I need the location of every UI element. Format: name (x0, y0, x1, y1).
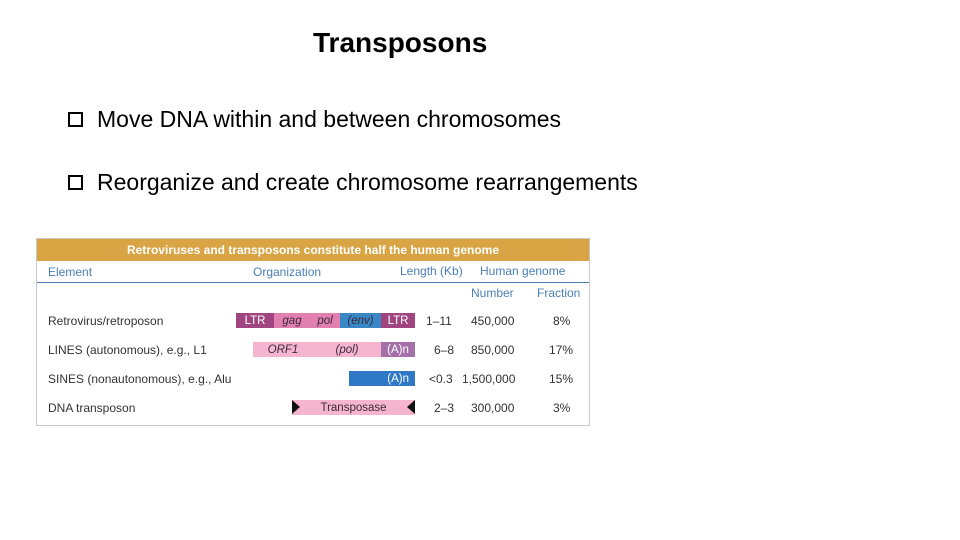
row-element: DNA transposon (48, 401, 136, 415)
ltr-segment: LTR (381, 313, 415, 328)
column-fraction: Fraction (537, 286, 581, 300)
ltr-segment: LTR (236, 313, 274, 328)
row-number: 850,000 (471, 343, 515, 357)
env-segment: (env) (340, 313, 381, 328)
row-length: 1–11 (426, 314, 452, 328)
column-organization: Organization (253, 265, 322, 279)
column-length: Length (Kb) (400, 264, 463, 278)
row-element: SINES (nonautonomous), e.g., Alu (48, 372, 232, 386)
pol-segment: pol (310, 313, 340, 328)
row-fraction: 8% (553, 314, 571, 328)
column-human-genome: Human genome (480, 264, 566, 278)
inverted-repeat-left-icon (292, 400, 300, 414)
poly-a-segment: (A)n (349, 371, 415, 386)
transposase-segment: Transposase (292, 400, 415, 415)
row-length: <0.3 (429, 372, 453, 386)
column-number: Number (471, 286, 514, 300)
bullet-text-1: Move DNA within and between chromosomes (97, 106, 562, 132)
row-number: 300,000 (471, 401, 515, 415)
bullet-text-2: Reorganize and create chromosome rearrangements (97, 169, 638, 195)
row-length: 2–3 (434, 401, 455, 415)
column-element: Element (48, 265, 93, 279)
inverted-repeat-right-icon (407, 400, 415, 414)
slide-title: Transposons (313, 27, 488, 58)
row-fraction: 17% (549, 343, 574, 357)
row-number: 450,000 (471, 314, 515, 328)
row-element: Retrovirus/retroposon (48, 314, 164, 328)
checkbox-bullet-icon (68, 112, 83, 127)
orf1-segment: ORF1 (253, 342, 313, 357)
row-number: 1,500,000 (462, 372, 516, 386)
gag-segment: gag (274, 313, 310, 328)
transposon-table-figure (36, 238, 590, 426)
header-rule (37, 282, 589, 283)
row-length: 6–8 (434, 343, 455, 357)
row-element: LINES (autonomous), e.g., L1 (48, 343, 207, 357)
poly-a-segment: (A)n (381, 342, 415, 357)
row-fraction: 15% (549, 372, 574, 386)
pol-segment: (pol) (313, 342, 381, 357)
row-fraction: 3% (553, 401, 571, 415)
figure-header: Retroviruses and transposons constitute half the human genome (37, 239, 589, 261)
bullet-item-2 (68, 169, 638, 196)
checkbox-bullet-icon (68, 175, 83, 190)
bullet-item-1 (68, 106, 561, 133)
